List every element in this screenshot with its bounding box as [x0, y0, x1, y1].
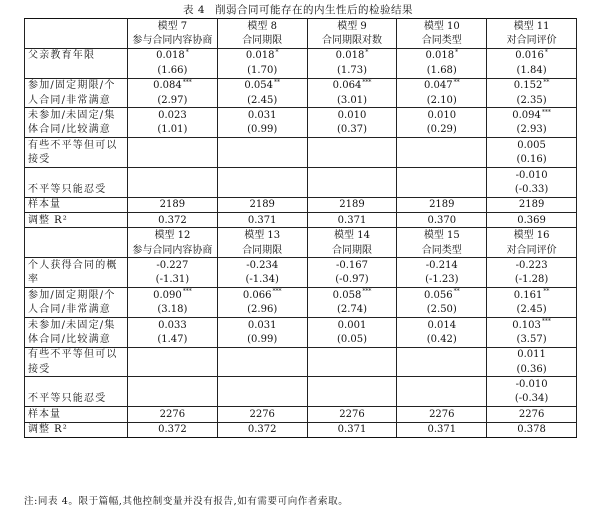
- t-stat-cell: (2.74): [307, 302, 397, 317]
- t-stat-cell: [128, 182, 218, 197]
- coefficient-cell: [128, 108, 218, 123]
- variable-label: 接受: [25, 153, 128, 168]
- model-name: 模型 16: [487, 228, 577, 243]
- significance-stars: ***: [182, 288, 192, 296]
- regression-table-body: [25, 19, 577, 438]
- model-name: 模型 15: [397, 228, 487, 243]
- coef-row: [25, 377, 577, 392]
- model-name: 模型 12: [128, 228, 218, 243]
- t-stat-cell: (2.35): [487, 93, 577, 108]
- t-stat-cell: (0.42): [397, 332, 487, 347]
- dependent-variable: 参与合同内容协商: [128, 33, 218, 48]
- dependent-variable: 对合同评价: [487, 243, 577, 258]
- dependent-variable: 合同期限: [217, 243, 307, 258]
- t-stat-cell: (1.84): [487, 63, 577, 78]
- coefficient-cell: [217, 48, 307, 63]
- t-stat-cell: (1.70): [217, 63, 307, 78]
- t-stat-cell: [128, 153, 218, 168]
- significance-stars: *: [275, 49, 279, 57]
- significance-stars: **: [453, 288, 460, 296]
- t-stat-cell: [397, 362, 487, 377]
- coefficient-value: 0.090: [153, 289, 182, 301]
- t-stat-cell: (1.68): [397, 63, 487, 78]
- dependent-variable: 合同类型: [397, 243, 487, 258]
- t-stat-cell: (-1.31): [128, 273, 218, 288]
- panel2-dv-header-row: [25, 243, 577, 258]
- t-stat-cell: (0.29): [397, 123, 487, 138]
- t-stat-cell: [217, 392, 307, 407]
- t-stat-cell: (1.66): [128, 63, 218, 78]
- adjusted-r2-label: 调整 R²: [25, 422, 128, 437]
- t-stat-cell: [397, 182, 487, 197]
- sample-size-cell: 2276: [487, 407, 577, 422]
- coefficient-cell: [487, 48, 577, 63]
- coefficient-value: 0.016: [515, 50, 544, 62]
- t-stat-cell: (2.50): [397, 302, 487, 317]
- coefficient-cell: [307, 48, 397, 63]
- coefficient-cell: [397, 78, 487, 93]
- sample-size-label: 样本量: [25, 197, 128, 212]
- table-title: 削弱合同可能存在的内生性后的检验结果: [215, 4, 414, 16]
- coef-row: [25, 288, 577, 303]
- t-stat-cell: [307, 182, 397, 197]
- coefficient-value: 0.152: [513, 80, 543, 92]
- coefficient-cell: [487, 258, 577, 273]
- adjusted-r2-label: 调整 R²: [25, 213, 128, 228]
- sample-size-label: 样本量: [25, 407, 128, 422]
- coefficient-cell: [397, 317, 487, 332]
- table-note: 注:同表 4。限于篇幅,其他控制变量并没有报告,如有需要可向作者索取。: [24, 496, 349, 507]
- variable-label: 人合同/非常满意: [25, 302, 128, 317]
- sample-size-cell: 2189: [397, 197, 487, 212]
- coefficient-cell: [128, 138, 218, 153]
- coefficient-cell: [217, 167, 307, 182]
- coef-row: [25, 48, 577, 63]
- t-stat-cell: (2.10): [397, 93, 487, 108]
- sample-size-cell: 2276: [217, 407, 307, 422]
- t-stat-row: [25, 93, 577, 108]
- sample-size-cell: 2189: [128, 197, 218, 212]
- coefficient-value: 0.066: [242, 289, 272, 301]
- coefficient-value: -0.214: [425, 259, 458, 271]
- t-stat-row: [25, 362, 577, 377]
- coefficient-cell: [307, 78, 397, 93]
- coefficient-cell: [217, 377, 307, 392]
- regression-table: [24, 18, 577, 438]
- header-corner: [25, 228, 128, 243]
- coefficient-cell: [217, 288, 307, 303]
- sample-size-cell: 2189: [217, 197, 307, 212]
- adjusted-r2-cell: 0.372: [128, 213, 218, 228]
- t-stat-row: [25, 153, 577, 168]
- coefficient-cell: [487, 167, 577, 182]
- adjusted-r2-row: [25, 213, 577, 228]
- dependent-variable: 合同期限: [307, 243, 397, 258]
- model-name: 模型 9: [307, 19, 397, 34]
- t-stat-cell: [128, 392, 218, 407]
- coefficient-cell: [397, 347, 487, 362]
- coefficient-cell: [487, 317, 577, 332]
- coefficient-value: 0.001: [337, 319, 367, 331]
- t-stat-cell: [217, 153, 307, 168]
- t-stat-row: [25, 273, 577, 288]
- model-name: 模型 8: [217, 19, 307, 34]
- coefficient-value: 0.047: [423, 80, 453, 92]
- coefficient-cell: [487, 347, 577, 362]
- adjusted-r2-cell: 0.370: [397, 213, 487, 228]
- coefficient-value: 0.011: [517, 349, 546, 361]
- coefficient-cell: [217, 258, 307, 273]
- variable-label: 未参加/未固定/集: [25, 317, 128, 332]
- coefficient-cell: [217, 108, 307, 123]
- adjusted-r2-cell: 0.371: [307, 422, 397, 437]
- coef-row: [25, 167, 577, 182]
- coefficient-value: 0.010: [427, 110, 457, 122]
- model-name: 模型 13: [217, 228, 307, 243]
- coefficient-cell: [128, 258, 218, 273]
- t-stat-cell: [397, 392, 487, 407]
- adjusted-r2-cell: 0.372: [217, 422, 307, 437]
- variable-label: 个人获得合同的概: [25, 258, 128, 273]
- t-stat-cell: (3.01): [307, 93, 397, 108]
- variable-label: 父亲教育年限: [25, 48, 128, 63]
- t-stat-cell: (1.73): [307, 63, 397, 78]
- coefficient-value: -0.234: [246, 259, 279, 271]
- coefficient-cell: [397, 258, 487, 273]
- significance-stars: **: [274, 78, 281, 86]
- variable-label: [25, 63, 128, 78]
- coefficient-value: -0.010: [515, 379, 548, 391]
- coefficient-value: 0.014: [427, 319, 457, 331]
- dependent-variable: 对合同评价: [487, 33, 577, 48]
- t-stat-cell: (0.99): [217, 332, 307, 347]
- table-number: 表 4: [182, 4, 206, 16]
- sample-size-row: [25, 197, 577, 212]
- dependent-variable: 合同期限: [217, 33, 307, 48]
- coefficient-cell: [397, 288, 487, 303]
- coefficient-cell: [217, 138, 307, 153]
- dependent-variable: 合同期限对数: [307, 33, 397, 48]
- coefficient-value: -0.167: [335, 259, 368, 271]
- model-name: 模型 7: [128, 19, 218, 34]
- t-stat-cell: (3.57): [487, 332, 577, 347]
- coefficient-value: -0.223: [515, 259, 548, 271]
- coefficient-value: 0.005: [517, 139, 546, 151]
- coefficient-cell: [128, 48, 218, 63]
- coef-row: [25, 347, 577, 362]
- variable-label: 参加/固定期限/个: [25, 78, 128, 93]
- significance-stars: **: [543, 78, 550, 86]
- significance-stars: *: [185, 49, 189, 57]
- coefficient-value: 0.018: [335, 50, 365, 62]
- variable-label: 有些不平等但可以: [25, 138, 128, 153]
- model-name: 模型 11: [487, 19, 577, 34]
- significance-stars: ***: [541, 318, 551, 326]
- t-stat-cell: [217, 182, 307, 197]
- t-stat-cell: (2.97): [128, 93, 218, 108]
- variable-label: 体合同/比较满意: [25, 123, 128, 138]
- model-name: 模型 10: [397, 19, 487, 34]
- significance-stars: *: [544, 49, 548, 57]
- header-corner: [25, 243, 128, 258]
- significance-stars: ***: [272, 288, 282, 296]
- coef-row: [25, 317, 577, 332]
- coefficient-value: 0.161: [513, 289, 543, 301]
- significance-stars: ***: [362, 78, 372, 86]
- coefficient-value: 0.094: [512, 110, 541, 122]
- coefficient-value: 0.010: [337, 110, 367, 122]
- coefficient-value: 0.064: [332, 80, 362, 92]
- coefficient-value: 0.033: [158, 319, 187, 331]
- t-stat-cell: (0.05): [307, 332, 397, 347]
- variable-label: 接受: [25, 362, 128, 377]
- coefficient-cell: [307, 288, 397, 303]
- t-stat-cell: (-0.34): [487, 392, 577, 407]
- table-caption: [0, 2, 596, 17]
- adjusted-r2-cell: 0.369: [487, 213, 577, 228]
- coefficient-cell: [487, 138, 577, 153]
- t-stat-cell: (-1.23): [397, 273, 487, 288]
- header-corner: [25, 33, 128, 48]
- variable-label: [25, 377, 128, 392]
- coef-row: [25, 108, 577, 123]
- coefficient-value: 0.018: [425, 50, 455, 62]
- coef-row: [25, 258, 577, 273]
- coefficient-value: 0.103: [512, 319, 541, 331]
- coefficient-value: 0.056: [423, 289, 453, 301]
- t-stat-cell: (-1.28): [487, 273, 577, 288]
- dependent-variable: 参与合同内容协商: [128, 243, 218, 258]
- t-stat-cell: (0.36): [487, 362, 577, 377]
- t-stat-row: [25, 123, 577, 138]
- sample-size-row: [25, 407, 577, 422]
- t-stat-cell: (-1.34): [217, 273, 307, 288]
- t-stat-cell: [217, 362, 307, 377]
- coefficient-cell: [397, 108, 487, 123]
- t-stat-cell: (0.16): [487, 153, 577, 168]
- coefficient-cell: [307, 167, 397, 182]
- model-name: 模型 14: [307, 228, 397, 243]
- sample-size-cell: 2276: [397, 407, 487, 422]
- coefficient-cell: [397, 138, 487, 153]
- panel2-model-header-row: [25, 228, 577, 243]
- t-stat-row: [25, 392, 577, 407]
- coefficient-cell: [307, 108, 397, 123]
- coefficient-cell: [217, 347, 307, 362]
- coef-row: [25, 138, 577, 153]
- variable-label: 体合同/比较满意: [25, 332, 128, 347]
- adjusted-r2-cell: 0.372: [128, 422, 218, 437]
- significance-stars: ***: [541, 108, 551, 116]
- coefficient-cell: [397, 377, 487, 392]
- t-stat-cell: (1.01): [128, 123, 218, 138]
- significance-stars: *: [455, 49, 459, 57]
- coefficient-value: 0.058: [332, 289, 362, 301]
- variable-label: 不平等只能忍受: [25, 392, 128, 407]
- coefficient-cell: [217, 78, 307, 93]
- header-corner: [25, 19, 128, 34]
- variable-label: 参加/固定期限/个: [25, 288, 128, 303]
- coefficient-value: 0.018: [245, 50, 275, 62]
- significance-stars: *: [365, 49, 369, 57]
- t-stat-cell: [307, 153, 397, 168]
- t-stat-cell: (2.45): [487, 302, 577, 317]
- t-stat-row: [25, 63, 577, 78]
- t-stat-cell: (0.37): [307, 123, 397, 138]
- coefficient-value: 0.084: [153, 80, 182, 92]
- t-stat-cell: [307, 392, 397, 407]
- coefficient-cell: [128, 167, 218, 182]
- sample-size-cell: 2189: [307, 197, 397, 212]
- t-stat-cell: (3.18): [128, 302, 218, 317]
- coefficient-value: -0.010: [515, 169, 548, 181]
- significance-stars: **: [543, 288, 550, 296]
- coefficient-cell: [487, 377, 577, 392]
- coefficient-cell: [217, 317, 307, 332]
- sample-size-cell: 2189: [487, 197, 577, 212]
- sample-size-cell: 2276: [128, 407, 218, 422]
- t-stat-cell: [128, 362, 218, 377]
- coefficient-cell: [397, 48, 487, 63]
- variable-label: [25, 167, 128, 182]
- coef-row: [25, 78, 577, 93]
- t-stat-cell: (-0.97): [307, 273, 397, 288]
- panel1-dv-header-row: [25, 33, 577, 48]
- adjusted-r2-cell: 0.371: [217, 213, 307, 228]
- adjusted-r2-row: [25, 422, 577, 437]
- coefficient-cell: [397, 167, 487, 182]
- t-stat-cell: (0.99): [217, 123, 307, 138]
- coefficient-value: 0.054: [244, 80, 274, 92]
- coefficient-cell: [307, 317, 397, 332]
- t-stat-row: [25, 182, 577, 197]
- coefficient-cell: [128, 377, 218, 392]
- variable-label: 率: [25, 273, 128, 288]
- panel1-model-header-row: [25, 19, 577, 34]
- t-stat-cell: (2.93): [487, 123, 577, 138]
- coefficient-cell: [487, 108, 577, 123]
- t-stat-cell: (1.47): [128, 332, 218, 347]
- t-stat-row: [25, 332, 577, 347]
- coefficient-cell: [487, 288, 577, 303]
- adjusted-r2-cell: 0.378: [487, 422, 577, 437]
- dependent-variable: 合同类型: [397, 33, 487, 48]
- t-stat-cell: (-0.33): [487, 182, 577, 197]
- coefficient-value: 0.031: [247, 110, 277, 122]
- significance-stars: **: [453, 78, 460, 86]
- adjusted-r2-cell: 0.371: [397, 422, 487, 437]
- t-stat-cell: [307, 362, 397, 377]
- coefficient-cell: [307, 377, 397, 392]
- significance-stars: ***: [182, 78, 192, 86]
- variable-label: 未参加/未固定/集: [25, 108, 128, 123]
- coefficient-cell: [307, 138, 397, 153]
- adjusted-r2-cell: 0.371: [307, 213, 397, 228]
- variable-label: 人合同/非常满意: [25, 93, 128, 108]
- coefficient-value: 0.031: [247, 319, 277, 331]
- coefficient-value: 0.023: [158, 110, 187, 122]
- sample-size-cell: 2276: [307, 407, 397, 422]
- t-stat-cell: [397, 153, 487, 168]
- t-stat-cell: (2.45): [217, 93, 307, 108]
- coefficient-cell: [128, 288, 218, 303]
- coefficient-cell: [128, 317, 218, 332]
- coefficient-cell: [307, 258, 397, 273]
- coefficient-cell: [307, 347, 397, 362]
- coefficient-cell: [487, 78, 577, 93]
- variable-label: 不平等只能忍受: [25, 182, 128, 197]
- coefficient-cell: [128, 347, 218, 362]
- variable-label: 有些不平等但可以: [25, 347, 128, 362]
- t-stat-row: [25, 302, 577, 317]
- significance-stars: ***: [362, 288, 372, 296]
- coefficient-value: -0.227: [156, 259, 189, 271]
- coefficient-value: 0.018: [156, 50, 185, 62]
- coefficient-cell: [128, 78, 218, 93]
- t-stat-cell: (2.96): [217, 302, 307, 317]
